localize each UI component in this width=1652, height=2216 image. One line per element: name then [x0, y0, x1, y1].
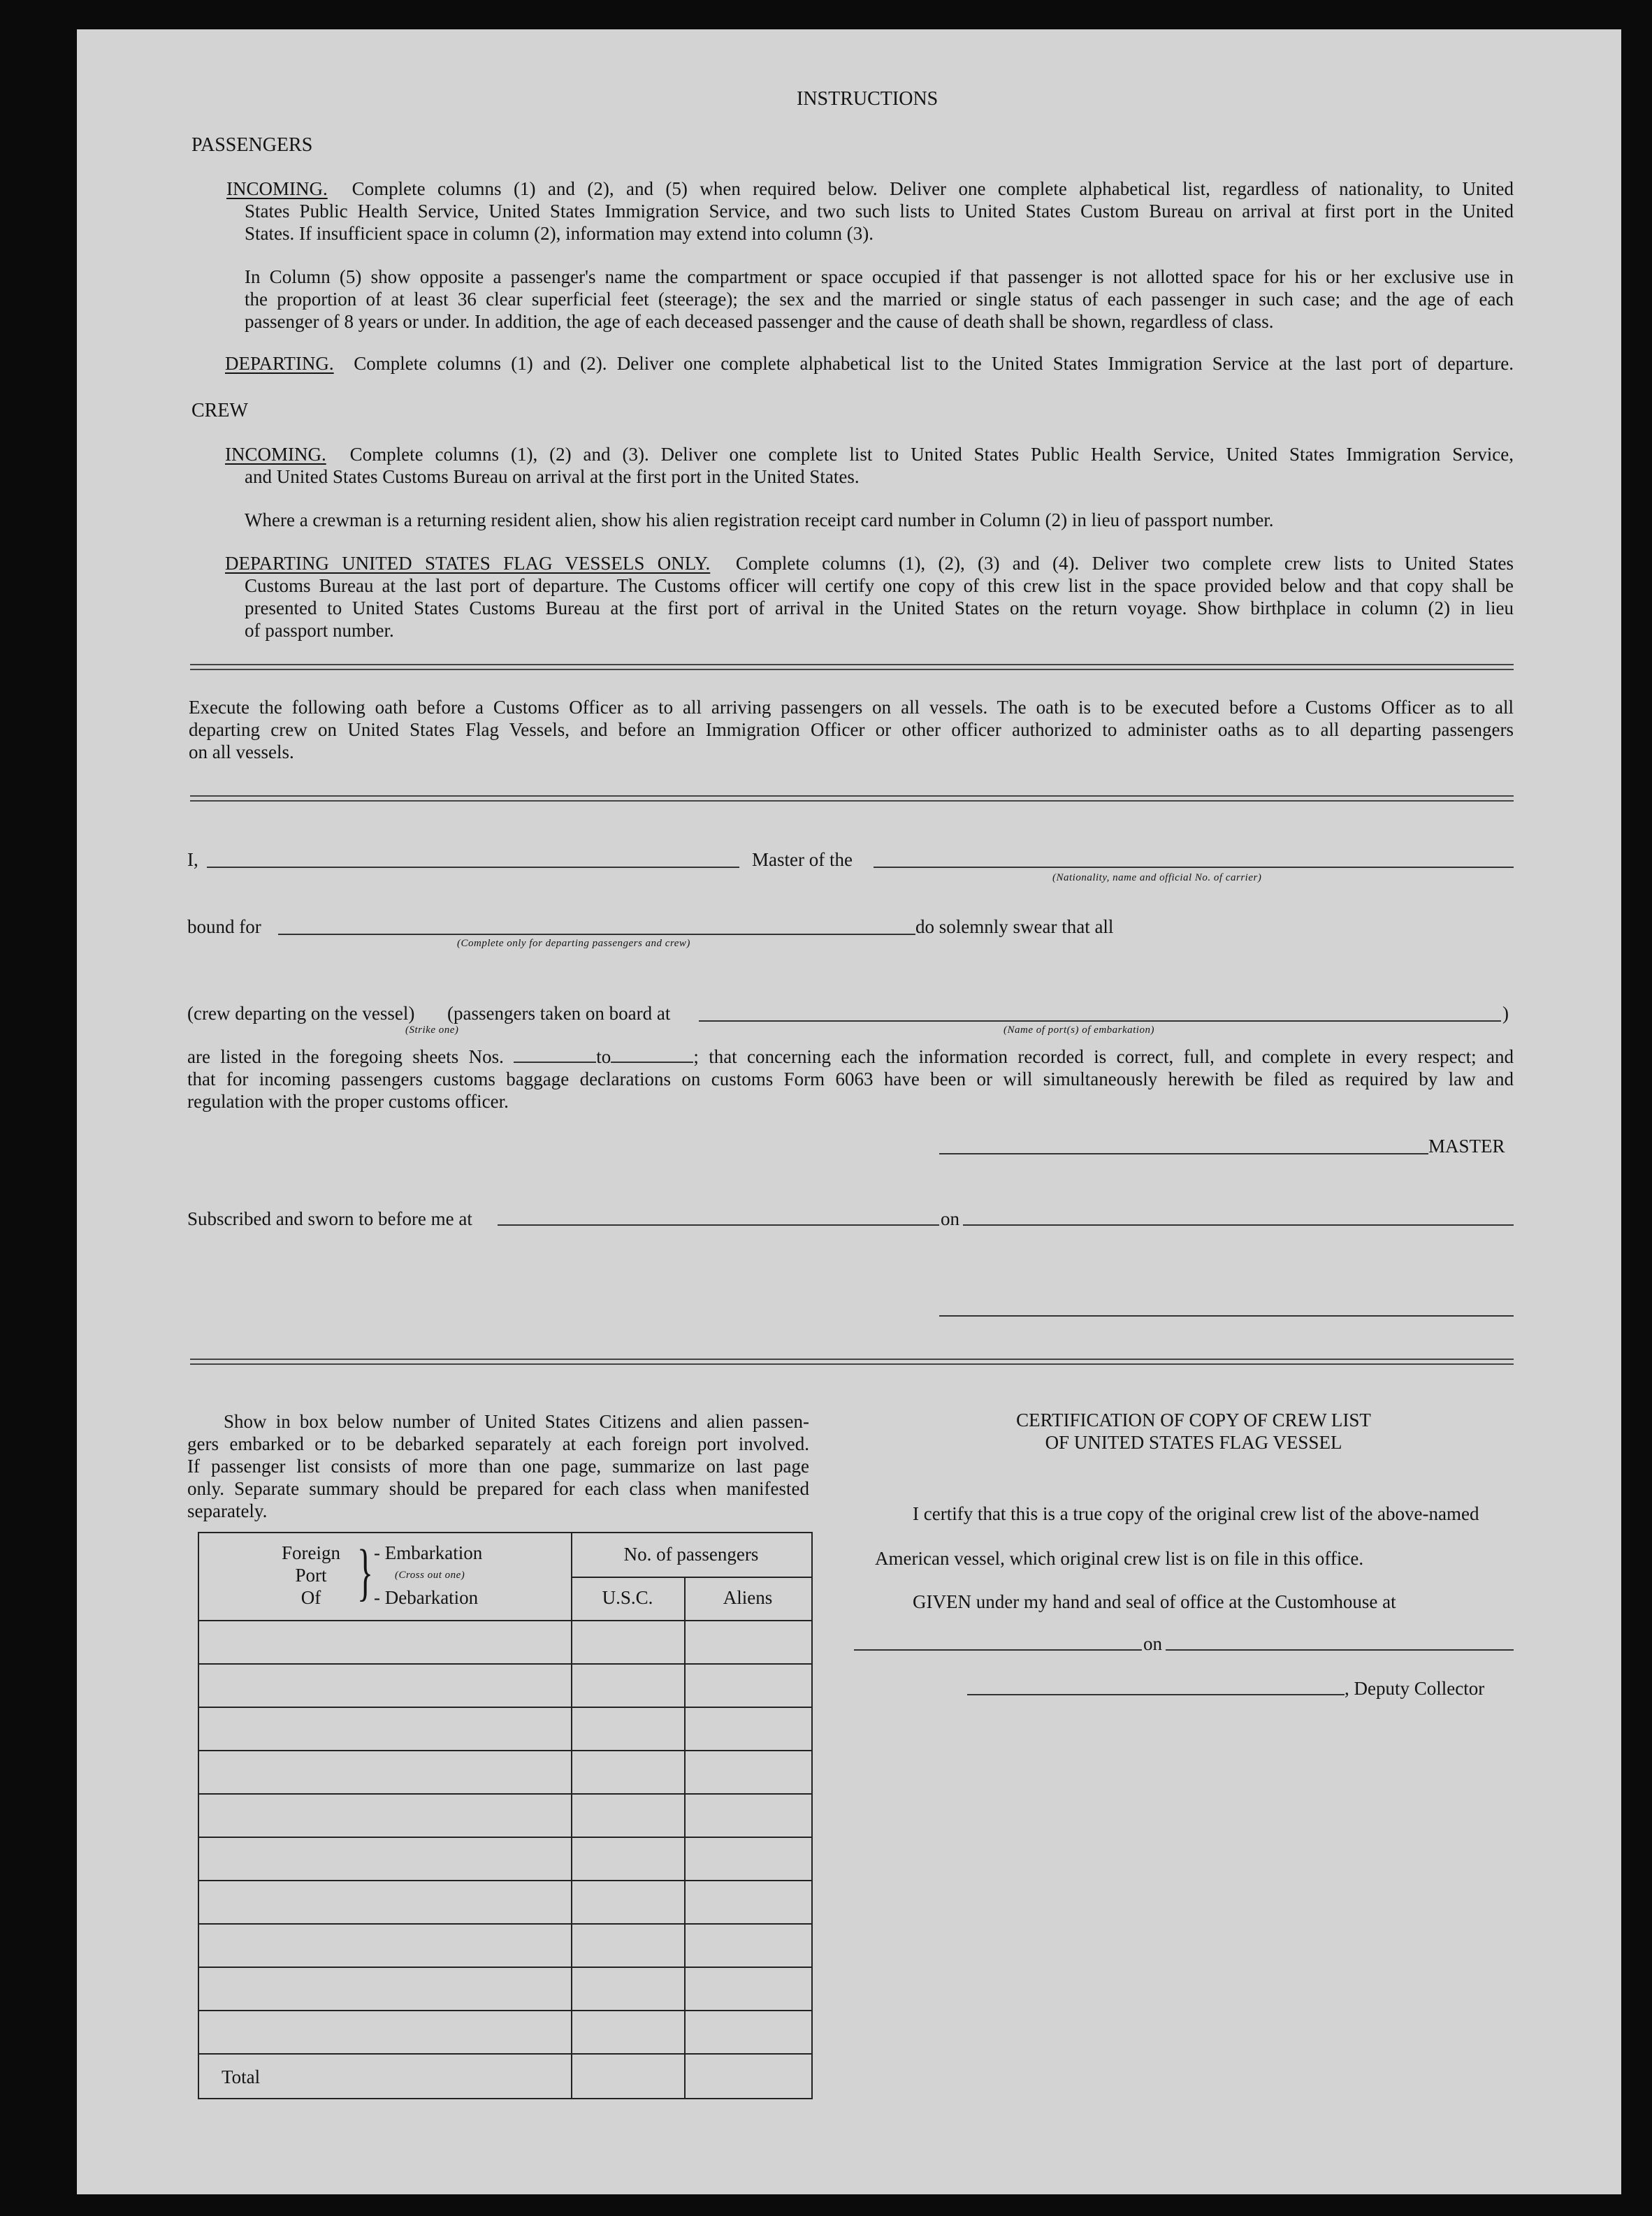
- sheet-to-field[interactable]: [611, 1046, 693, 1063]
- deputy-collector-label: , Deputy Collector: [1345, 1678, 1485, 1699]
- certification-title-2: OF UNITED STATES FLAG VESSEL: [1045, 1432, 1342, 1453]
- subscribed-label: Subscribed and sworn to before me at: [187, 1208, 472, 1229]
- row-divider: [199, 2053, 811, 2055]
- oath-instructions: Execute the following oath before a Customs Officer as to all arriving passengers on all vessels. The oath is to be executed before a Customs Officer as to all departing crew on United States Flag Vessels, and before an Immigration Officer or other officer authorized to administer oaths as to all departing passengers on all vessels.: [189, 697, 1514, 762]
- crew-departing-flag-label: DEPARTING UNITED STATES FLAG VESSELS ONLY.: [225, 553, 711, 574]
- header-divider: [199, 1620, 811, 1621]
- sworn-place-field[interactable]: [498, 1224, 939, 1226]
- passengers-heading: PASSENGERS: [191, 134, 313, 156]
- crew-departing-option[interactable]: (crew departing on the vessel): [187, 1003, 415, 1024]
- close-paren: ): [1502, 1003, 1509, 1024]
- certification-title-1: CERTIFICATION OF COPY OF CREW LIST: [1016, 1410, 1371, 1431]
- instructions-title: INSTRUCTIONS: [797, 88, 939, 110]
- oath-i-label: I,: [187, 849, 198, 870]
- certification-line-3: GIVEN under my hand and seal of office at the Customhouse at: [913, 1591, 1396, 1612]
- usc-header: U.S.C.: [602, 1587, 653, 1608]
- master-label: MASTER: [1428, 1136, 1505, 1157]
- row-divider: [199, 1750, 811, 1751]
- port-caption: (Name of port(s) of embarkation): [1003, 1024, 1154, 1036]
- no-of-passengers-header: No. of passengers: [623, 1544, 759, 1565]
- certification-on-label: on: [1143, 1633, 1162, 1654]
- officer-signature-field[interactable]: [939, 1315, 1514, 1317]
- aliens-header: Aliens: [723, 1587, 773, 1608]
- crew-departing-flag-paragraph: DEPARTING UNITED STATES FLAG VESSELS ONLY. Complete columns (1), (2), (3) and (4). Deliver two complete crew lists to United States: [225, 553, 1514, 574]
- row-divider: [199, 1793, 811, 1795]
- certification-date-field[interactable]: [1166, 1649, 1514, 1651]
- master-signature-field[interactable]: [939, 1153, 1428, 1154]
- row-divider: [199, 1880, 811, 1881]
- foreign-label: Foreign: [282, 1542, 340, 1563]
- sheet-from-field[interactable]: [514, 1046, 596, 1063]
- of-label: Of: [300, 1587, 321, 1608]
- passengers-incoming-continuation: States Public Health Service, United States Immigration Service, and two such lists to United States Custom Bureau on arrival at first port in the United States. If insufficient space in column (2), information may extend into column (3).: [245, 201, 1514, 244]
- crew-incoming-continuation: and United States Customs Bureau on arrival at the first port in the United States.: [245, 466, 860, 487]
- debarkation-option[interactable]: - Debarkation: [374, 1587, 479, 1608]
- passengers-column5-paragraph: In Column (5) show opposite a passenger's name the compartment or space occupied if that passenger is not allotted space for his or her exclusive use in the proportion of at least 36 clear superficial feet (steerage); the sex and the married or single status of each passenger in such case; and the age of each passenger of 8 years or under. In addition, the age of each deceased passenger and the cause of death shall be shown, regardless of class.: [245, 266, 1514, 332]
- section-divider: [190, 1359, 1514, 1365]
- bound-for-field[interactable]: [278, 934, 915, 935]
- passengers-departing-label: DEPARTING.: [225, 353, 334, 374]
- crew-heading: CREW: [191, 400, 248, 421]
- passengers-incoming-paragraph: INCOMING. Complete columns (1) and (2), and (5) when required below. Deliver one complete alphabetical list, regardless of nationality, to United: [226, 178, 1514, 199]
- cross-out-caption: (Cross out one): [395, 1570, 465, 1581]
- passengers-incoming-label: INCOMING.: [226, 178, 328, 199]
- row-divider: [199, 1707, 811, 1708]
- sworn-on-label: on: [941, 1208, 959, 1229]
- section-divider: [190, 664, 1514, 670]
- passenger-summary-table: [198, 1532, 813, 2099]
- strike-one-caption: (Strike one): [405, 1024, 459, 1036]
- master-of-the-label: Master of the: [752, 849, 853, 870]
- row-divider: [199, 1923, 811, 1925]
- total-label: Total: [222, 2066, 261, 2087]
- solemnly-swear-text: do solemnly swear that all: [915, 916, 1114, 937]
- embarkation-option[interactable]: - Embarkation: [374, 1542, 483, 1563]
- port-label: Port: [295, 1565, 327, 1586]
- passengers-taken-option[interactable]: (passengers taken on board at: [447, 1003, 671, 1024]
- crew-incoming-paragraph: INCOMING. Complete columns (1), (2) and (3). Deliver one complete list to United States Public Health Service, United States Immigration Service,: [225, 444, 1514, 465]
- column-divider: [571, 1533, 572, 2098]
- row-divider: [199, 2010, 811, 2011]
- bound-for-caption: (Complete only for departing passengers and crew): [457, 938, 690, 949]
- row-divider: [199, 1837, 811, 1838]
- summary-instructions: Show in box below number of United States Citizens and alien passen- gers embarked or to be debarked separately at each foreign port involved. If passenger list consists of more than one page, summarize on last page only. Separate summary should be prepared for each class when manifested separately.: [187, 1411, 809, 1521]
- carrier-field[interactable]: [874, 867, 1514, 868]
- customhouse-place-field[interactable]: [854, 1649, 1142, 1651]
- brace-icon: }: [357, 1537, 374, 1608]
- section-divider: [190, 795, 1514, 802]
- certification-line-1: I certify that this is a true copy of the original crew list of the above-named: [913, 1503, 1479, 1524]
- embarkation-port-field[interactable]: [699, 1020, 1501, 1022]
- row-divider: [199, 1663, 811, 1665]
- sworn-date-field[interactable]: [963, 1224, 1514, 1226]
- master-name-field[interactable]: [207, 867, 739, 868]
- row-divider: [199, 1967, 811, 1968]
- row-divider: [571, 1577, 811, 1578]
- crew-resident-alien-note: Where a crewman is a returning resident alien, show his alien registration receipt card number in Column (2) in lieu of passport number.: [245, 509, 1274, 530]
- oath-listed-paragraph: are listed in the foregoing sheets Nos. to ; that concerning each the information recorded is correct, full, and complete in every respect; and that for incoming passengers customs baggage declarations on customs Form 6063 have been or will simultaneously herewith be filed as required by law and regulation with the proper customs officer.: [187, 1046, 1514, 1112]
- crew-incoming-label: INCOMING.: [225, 444, 326, 465]
- crew-departing-flag-continuation: Customs Bureau at the last port of departure. The Customs officer will certify one copy of this crew list in the space provided below and that copy shall be presented to United States Customs Bureau at the first port of arrival in the United States on the return voyage. Show birthplace in column (2) in lieu of passport number.: [245, 575, 1514, 641]
- bound-for-label: bound for: [187, 916, 261, 937]
- carrier-caption: (Nationality, name and official No. of carrier): [1052, 872, 1262, 883]
- deputy-collector-signature-field[interactable]: [967, 1694, 1345, 1695]
- certification-line-2: American vessel, which original crew list is on file in this office.: [875, 1548, 1364, 1569]
- passengers-departing-paragraph: DEPARTING. Complete columns (1) and (2). Deliver one complete alphabetical list to the United States Immigration Service at the last port of departure.: [225, 353, 1514, 374]
